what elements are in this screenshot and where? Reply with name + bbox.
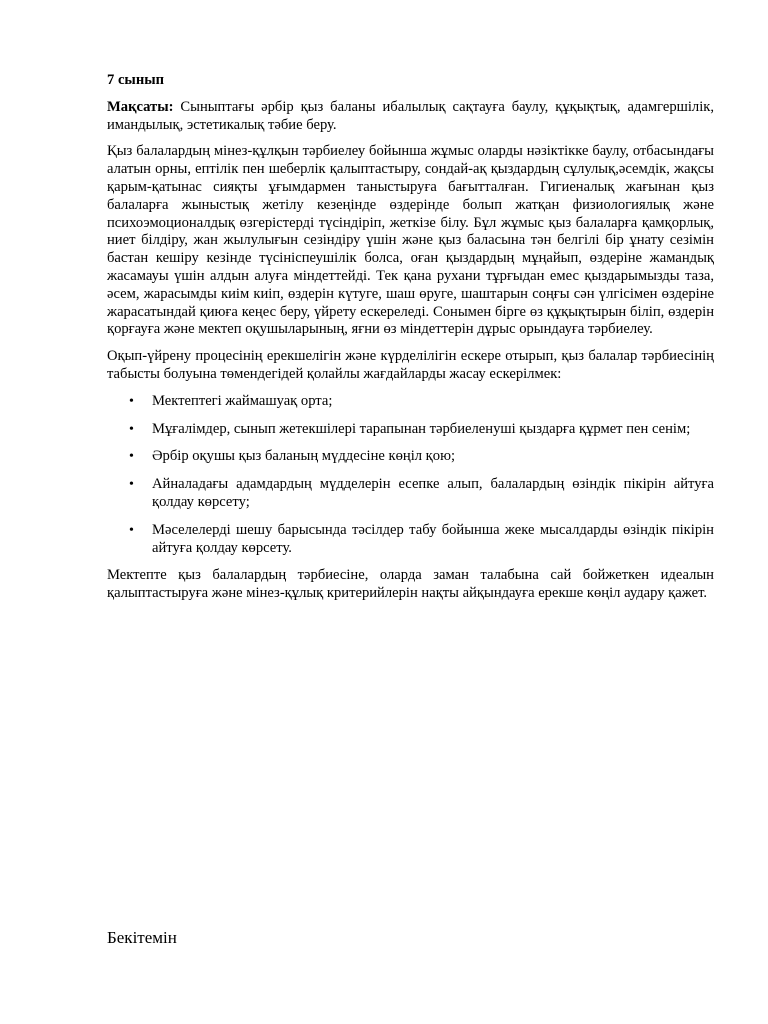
paragraph-upbringing: Қыз балалардың мінез-құлқын тәрбиелеу бойынша жұмыс оларды нәзіктікке баулу, отбасындағы алатын орны, ептілік пен шеберлік қалыптастыру, сондай-ақ қыздардың сұлулық,әсемдік, жақсы қарым-қатынас сияқты ұғымдармен таныстыруға бағытталған. Гигиеналық жағынан қыз балаларға жыныстық жетілу кезеңінде өздерінде болып жатқан физиологиялық және психоэмоционалдық өзгерістерді түсіндіріп, жеткізе білу. Бұл жұмыс қыз балаларға қамқорлық, ниет білдіру, жан жылулығын сезіндіру үшін және қыз баласына тән белгілі бір ұнату сезімін бастан кешіру кезінде түсініспеушілік болса, оған қыздардың мұңайып, өздеріне жамандық жасамауы үшін алдын алуға міндеттейді. Тек қана рухани тұрғыдан емес қыздарымызды таза, әсем, жарасымды киім киіп, өздерін күтуге, шаш өруге, шаштарын соңғы сән үлгісімен өздеріне жарасатындай қиюға кеңес беру, үйрету ескереледі. Сонымен бірге өз құқықтырын біліп, өздерін қорғауға және мектеп оқушыларының, яғни өз міндеттерін дұрыс орындауға тәрбиелеу. xyxy=(107,143,714,338)
document-body xyxy=(107,72,714,612)
aim-label: Мақсаты: xyxy=(107,98,174,115)
conditions-list xyxy=(107,393,714,558)
list-item-text: Мәселелерді шешу барысында тәсілдер табу бойынша жеке мысалдарды өзіндік пікірін айтуға қолдау көрсету. xyxy=(152,521,714,556)
section-heading: 7 сынып xyxy=(107,72,165,88)
list-item xyxy=(107,421,714,439)
paragraph-learning-process: Оқып-үйрену процесінің ерекшелігін және күрделілігін ескере отырып, қыз балалар тәрбиесінің табысты болуына төмендегідей қолайлы жағдайларды жасау ескерілмек: xyxy=(107,348,714,382)
approval-caption: Бекітемін xyxy=(107,928,177,947)
bullet-icon: • xyxy=(129,522,134,538)
list-item xyxy=(107,522,714,558)
list-item xyxy=(107,476,714,512)
bullet-icon: • xyxy=(129,393,134,409)
list-item-text: Мектептегі жаймашуақ орта; xyxy=(152,392,333,409)
aim-paragraph xyxy=(107,99,714,135)
bullet-icon: • xyxy=(129,449,134,465)
list-item-text: Айналадағы адамдардың мүдделерін есепке алып, балалардың өзіндік пікірін айтуға қолдау көрсету; xyxy=(152,476,714,510)
list-item xyxy=(107,393,714,411)
list-item-text: Әрбір оқушы қыз баланың мүддесіне көңіл қою; xyxy=(152,448,456,465)
bullet-icon: • xyxy=(129,477,134,493)
list-item-text: Мұғалімдер, сынып жетекшілері тарапынан тәрбиеленуші қыздарға құрмет пен сенім; xyxy=(152,420,691,437)
paragraph-conclusion: Мектепте қыз балалардың тәрбиесіне, оларда заман талабына сай бойжеткен идеалын қалыптастыруға және мінез-құлық критерийлерін нақты айқындауға ерекше көңіл аудару қажет. xyxy=(107,567,714,602)
aim-text: Сыныптағы әрбір қыз баланы ибалылық сақтауға баулу, құқықтық, адамгершілік, имандылық, эстетикалық тәбие беру. xyxy=(107,98,714,133)
list-item xyxy=(107,448,714,466)
bullet-icon: • xyxy=(129,421,134,437)
